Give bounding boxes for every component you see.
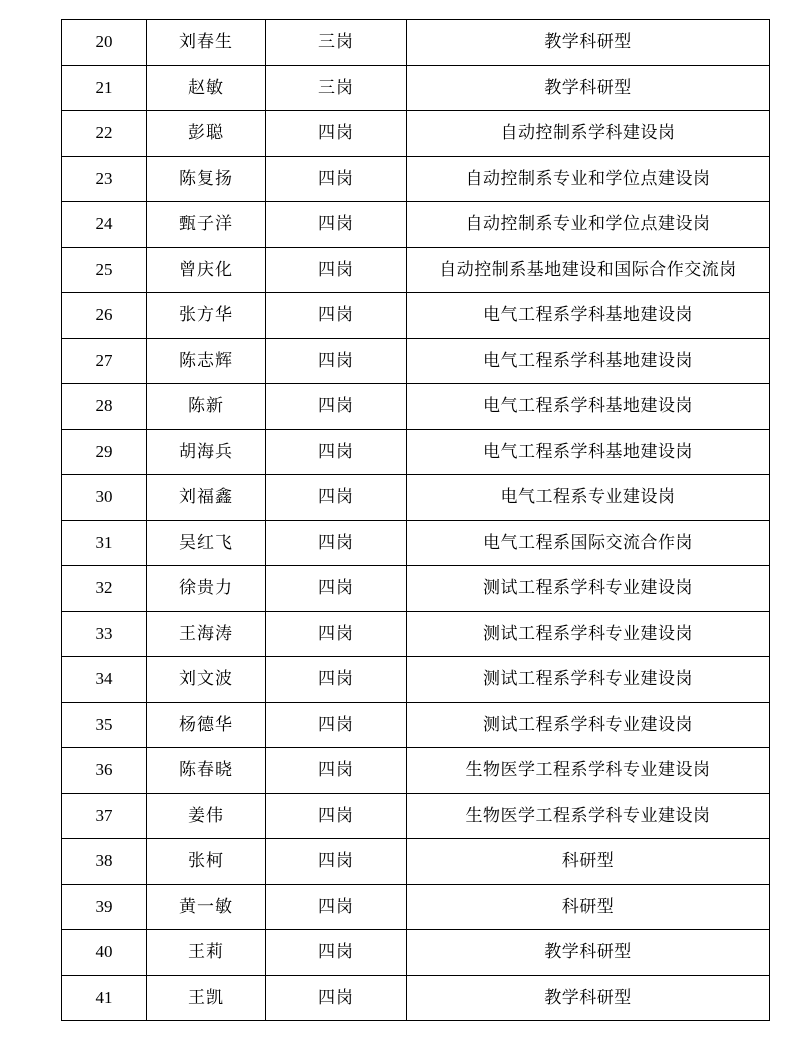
cell-index: 28 xyxy=(62,384,147,430)
cell-post: 三岗 xyxy=(266,20,407,66)
table-row xyxy=(62,884,770,930)
cell-type: 测试工程系学科专业建设岗 xyxy=(407,702,770,748)
table-row xyxy=(62,293,770,339)
cell-name: 陈志辉 xyxy=(147,338,266,384)
cell-index: 37 xyxy=(62,793,147,839)
table-row xyxy=(62,520,770,566)
cell-name: 张柯 xyxy=(147,839,266,885)
cell-name: 陈复扬 xyxy=(147,156,266,202)
cell-type: 科研型 xyxy=(407,839,770,885)
cell-name: 黄一敏 xyxy=(147,884,266,930)
table-row xyxy=(62,793,770,839)
cell-post: 四岗 xyxy=(266,384,407,430)
table-row xyxy=(62,566,770,612)
cell-index: 35 xyxy=(62,702,147,748)
cell-name: 徐贵力 xyxy=(147,566,266,612)
cell-type: 科研型 xyxy=(407,884,770,930)
cell-type: 教学科研型 xyxy=(407,20,770,66)
table-row xyxy=(62,65,770,111)
cell-type: 电气工程系学科基地建设岗 xyxy=(407,338,770,384)
cell-post: 四岗 xyxy=(266,475,407,521)
cell-name: 陈新 xyxy=(147,384,266,430)
cell-post: 四岗 xyxy=(266,657,407,703)
cell-post: 四岗 xyxy=(266,338,407,384)
cell-index: 22 xyxy=(62,111,147,157)
personnel-table xyxy=(61,19,770,1021)
cell-name: 刘文波 xyxy=(147,657,266,703)
cell-name: 刘春生 xyxy=(147,20,266,66)
table-row xyxy=(62,657,770,703)
cell-type: 测试工程系学科专业建设岗 xyxy=(407,657,770,703)
table-row xyxy=(62,475,770,521)
table-row xyxy=(62,247,770,293)
cell-name: 王莉 xyxy=(147,930,266,976)
cell-index: 21 xyxy=(62,65,147,111)
cell-post: 四岗 xyxy=(266,520,407,566)
cell-type: 教学科研型 xyxy=(407,65,770,111)
cell-post: 四岗 xyxy=(266,884,407,930)
cell-name: 陈春晓 xyxy=(147,748,266,794)
cell-post: 四岗 xyxy=(266,111,407,157)
cell-index: 23 xyxy=(62,156,147,202)
cell-type: 生物医学工程系学科专业建设岗 xyxy=(407,793,770,839)
cell-index: 29 xyxy=(62,429,147,475)
cell-name: 吴红飞 xyxy=(147,520,266,566)
cell-post: 四岗 xyxy=(266,748,407,794)
cell-name: 王凯 xyxy=(147,975,266,1021)
cell-index: 20 xyxy=(62,20,147,66)
cell-index: 41 xyxy=(62,975,147,1021)
cell-index: 34 xyxy=(62,657,147,703)
cell-index: 27 xyxy=(62,338,147,384)
cell-index: 30 xyxy=(62,475,147,521)
cell-type: 测试工程系学科专业建设岗 xyxy=(407,611,770,657)
table-body xyxy=(62,20,770,1021)
cell-type: 自动控制系专业和学位点建设岗 xyxy=(407,202,770,248)
cell-type: 电气工程系学科基地建设岗 xyxy=(407,429,770,475)
cell-post: 四岗 xyxy=(266,293,407,339)
cell-name: 杨德华 xyxy=(147,702,266,748)
cell-type: 生物医学工程系学科专业建设岗 xyxy=(407,748,770,794)
cell-index: 39 xyxy=(62,884,147,930)
table-row xyxy=(62,156,770,202)
cell-name: 姜伟 xyxy=(147,793,266,839)
table-row xyxy=(62,384,770,430)
cell-type: 电气工程系国际交流合作岗 xyxy=(407,520,770,566)
table-row xyxy=(62,930,770,976)
cell-index: 40 xyxy=(62,930,147,976)
cell-post: 三岗 xyxy=(266,65,407,111)
cell-index: 26 xyxy=(62,293,147,339)
cell-type: 自动控制系专业和学位点建设岗 xyxy=(407,156,770,202)
table-row xyxy=(62,748,770,794)
cell-post: 四岗 xyxy=(266,839,407,885)
cell-post: 四岗 xyxy=(266,702,407,748)
cell-type: 电气工程系学科基地建设岗 xyxy=(407,384,770,430)
cell-index: 25 xyxy=(62,247,147,293)
cell-name: 张方华 xyxy=(147,293,266,339)
table-row xyxy=(62,839,770,885)
cell-index: 31 xyxy=(62,520,147,566)
cell-post: 四岗 xyxy=(266,793,407,839)
cell-type: 自动控制系基地建设和国际合作交流岗 xyxy=(407,247,770,293)
cell-index: 24 xyxy=(62,202,147,248)
cell-post: 四岗 xyxy=(266,247,407,293)
cell-index: 38 xyxy=(62,839,147,885)
table-row xyxy=(62,429,770,475)
table-row xyxy=(62,202,770,248)
cell-type: 电气工程系学科基地建设岗 xyxy=(407,293,770,339)
cell-post: 四岗 xyxy=(266,156,407,202)
cell-name: 曾庆化 xyxy=(147,247,266,293)
table-row xyxy=(62,975,770,1021)
cell-type: 自动控制系学科建设岗 xyxy=(407,111,770,157)
cell-type: 电气工程系专业建设岗 xyxy=(407,475,770,521)
cell-type: 教学科研型 xyxy=(407,930,770,976)
table-row xyxy=(62,702,770,748)
cell-post: 四岗 xyxy=(266,611,407,657)
cell-name: 胡海兵 xyxy=(147,429,266,475)
table-row xyxy=(62,611,770,657)
cell-post: 四岗 xyxy=(266,566,407,612)
cell-index: 36 xyxy=(62,748,147,794)
cell-post: 四岗 xyxy=(266,202,407,248)
cell-post: 四岗 xyxy=(266,429,407,475)
table-row xyxy=(62,338,770,384)
cell-name: 彭聪 xyxy=(147,111,266,157)
cell-post: 四岗 xyxy=(266,975,407,1021)
table-row xyxy=(62,20,770,66)
cell-name: 刘福鑫 xyxy=(147,475,266,521)
cell-name: 甄子洋 xyxy=(147,202,266,248)
cell-index: 33 xyxy=(62,611,147,657)
cell-name: 赵敏 xyxy=(147,65,266,111)
cell-type: 测试工程系学科专业建设岗 xyxy=(407,566,770,612)
cell-name: 王海涛 xyxy=(147,611,266,657)
cell-post: 四岗 xyxy=(266,930,407,976)
cell-type: 教学科研型 xyxy=(407,975,770,1021)
cell-index: 32 xyxy=(62,566,147,612)
table-row xyxy=(62,111,770,157)
